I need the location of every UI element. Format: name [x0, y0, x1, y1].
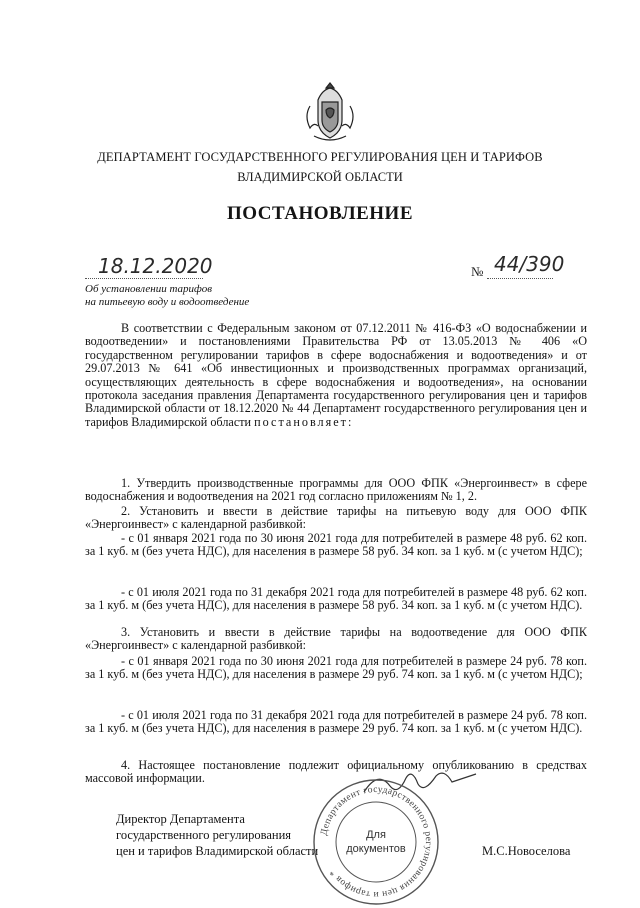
official-stamp	[310, 776, 442, 908]
intro-verb: постановляет:	[254, 414, 354, 429]
department-region: ВЛАДИМИРСКОЙ ОБЛАСТИ	[237, 170, 403, 184]
decree-item-1	[85, 477, 587, 504]
stamp-center-line-2: документов	[346, 843, 406, 855]
item-4-text: 4. Настоящее постановление подлежит официальному опубликованию в средствах массовой информации.	[85, 758, 587, 786]
signer-name: М.С.Новоселова	[482, 844, 571, 858]
number-underline	[487, 278, 553, 279]
intro-paragraph	[85, 322, 587, 429]
intro-text: В соответствии с Федеральным законом от 07.12.2011 № 416-ФЗ «О водоснабжении и водоотведении» и постановлениями Правительства РФ от 13.05.2013 № 406 «О государственном регулировании тарифов в сфере водоснабжения и водоотведения» и от 29.07.2013 № 641 «Об инвестиционных и производственных программах организаций, осуществляющих деятельность в сфере водоснабжения и водоотведения», на основании протокола заседания правления Департамента государственного регулирования цен и тарифов Владимирской области от 18.12.2020 № 44 Департамент государственного регулирования цен и тарифов Владимирской области	[85, 321, 587, 429]
document-title: ПОСТАНОВЛЕНИЕ	[226, 203, 414, 224]
item-2b-text: - с 01 июля 2021 года по 31 декабря 2021 года для потребителей в размере 48 руб. 62 коп. за 1 куб. м (без учета НДС), для населения в размере 58 руб. 34 коп. за 1 куб. м (с учетом НДС).	[85, 585, 587, 613]
stamp-ring-text: Департамент государственного регулирования цен и тарифов *	[319, 784, 434, 900]
stamp-center-line-1: Для	[366, 829, 386, 841]
signer-position-2: государственного регулирования	[116, 828, 292, 842]
subject-line-2: на питьевую воду и водоотведение	[85, 296, 250, 308]
signer-position-3: цен и тарифов Владимирской области	[116, 844, 319, 858]
date-underline	[85, 278, 203, 279]
number-label: №	[471, 264, 484, 279]
item-3a-text: - с 01 января 2021 года по 30 июня 2021 года для потребителей в размере 24 руб. 78 коп. за 1 куб. м (без учета НДС), для населения в размере 29 руб. 74 коп. за 1 куб. м (с учетом НДС);	[85, 654, 587, 682]
department-name: ДЕПАРТАМЕНТ ГОСУДАРСТВЕННОГО РЕГУЛИРОВАНИЯ ЦЕН И ТАРИФОВ	[97, 150, 543, 164]
decree-item-2b	[85, 586, 587, 613]
decree-item-3b	[85, 709, 587, 736]
item-2a-text: - с 01 января 2021 года по 30 июня 2021 года для потребителей в размере 48 руб. 62 коп. за 1 куб. м (без учета НДС), для населения в размере 58 руб. 34 коп. за 1 куб. м (с учетом НДС);	[85, 531, 587, 559]
item-3b-text: - с 01 июля 2021 года по 31 декабря 2021 года для потребителей в размере 24 руб. 78 коп. за 1 куб. м (без учета НДС), для населения в размере 29 руб. 74 коп. за 1 куб. м (с учетом НДС).	[85, 708, 587, 736]
document-number: 44/390	[494, 252, 565, 276]
signer-position-1: Директор Департамента	[116, 812, 245, 826]
subject-line-1: Об установлении тарифов	[85, 283, 212, 295]
coat-of-arms-icon	[300, 82, 360, 144]
decree-item-3	[85, 626, 587, 653]
item-3-text: 3. Установить и ввести в действие тарифы на водоотведение для ООО ФПК «Энергоинвест» с календарной разбивкой:	[85, 625, 587, 653]
decree-item-2	[85, 505, 587, 532]
item-2-text: 2. Установить и ввести в действие тарифы на питьевую воду для ООО ФПК «Энергоинвест» с календарной разбивкой:	[85, 504, 587, 532]
item-1-text: 1. Утвердить производственные программы для ООО ФПК «Энергоинвест» в сфере водоснабжения и водоотведения на 2021 год согласно приложениям № 1, 2.	[85, 476, 587, 504]
decree-item-3a	[85, 655, 587, 682]
document-date: 18.12.2020	[98, 254, 213, 278]
decree-item-2a	[85, 532, 587, 559]
